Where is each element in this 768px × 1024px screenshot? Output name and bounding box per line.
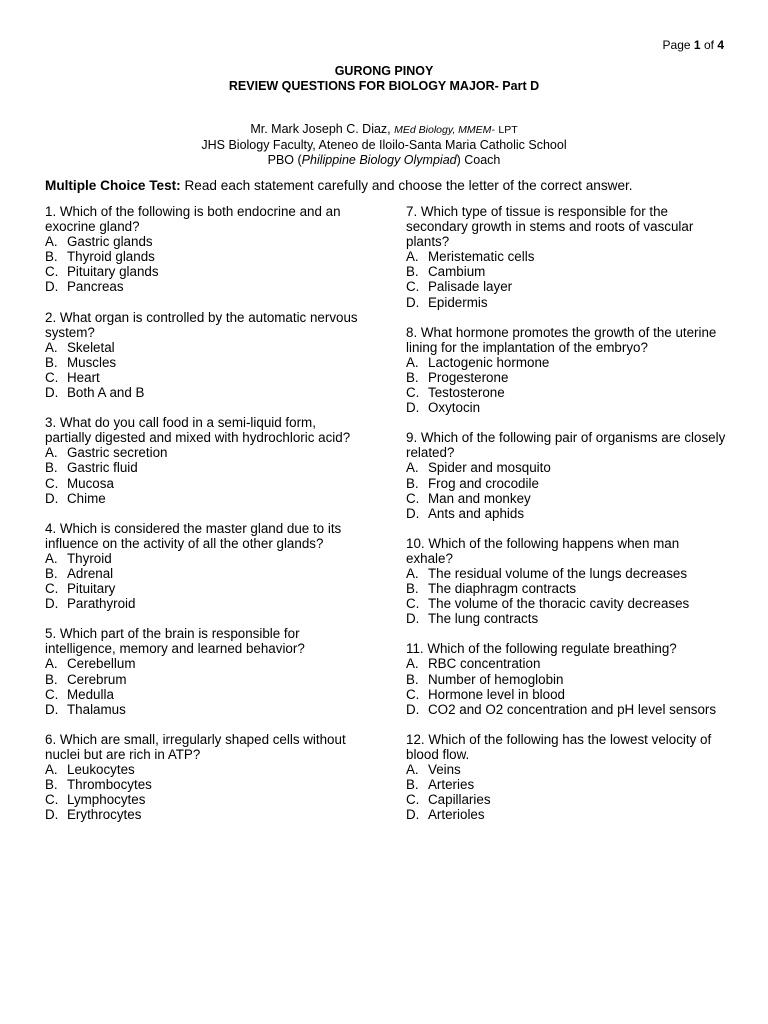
answer-option (406, 777, 726, 792)
option-text: Gastric fluid (67, 460, 138, 476)
answer-options (45, 234, 365, 294)
question-item (406, 204, 726, 310)
document-title (0, 64, 768, 94)
option-text: Mucosa (67, 475, 114, 491)
answer-option (406, 295, 726, 310)
answer-option (45, 279, 365, 294)
answer-option (45, 581, 365, 596)
question-stem: 8. What hormone promotes the growth of the uterine lining for the implantation of the embryo? (406, 324, 717, 355)
answer-option (406, 385, 726, 400)
option-text: Progesterone (428, 369, 509, 385)
question-item (406, 430, 726, 521)
option-letter: C. (45, 686, 59, 702)
option-letter: A. (406, 656, 419, 672)
option-letter: C. (45, 581, 59, 597)
author-lpt: LPT (498, 124, 518, 136)
question-item (45, 415, 365, 506)
title-line-2: REVIEW QUESTIONS FOR BIOLOGY MAJOR- Part D (228, 79, 540, 93)
question-stem: 1. Which of the following is both endocrine and an exocrine gland? (45, 204, 341, 235)
answer-option (45, 672, 365, 687)
instructions (45, 178, 735, 193)
answer-options (406, 460, 726, 520)
author-block (0, 122, 768, 168)
answer-option (45, 370, 365, 385)
option-letter: B. (45, 460, 58, 476)
answer-option (406, 687, 726, 702)
question-stem: 10. Which of the following happens when man exhale? (406, 535, 680, 566)
question-stem: 6. Which are small, irregularly shaped cells without nuclei but are rich in ATP? (45, 731, 346, 762)
answer-option (45, 460, 365, 475)
option-text: Thyroid glands (67, 249, 155, 265)
question-item (45, 204, 365, 295)
option-letter: B. (406, 475, 419, 491)
option-text: Heart (67, 369, 100, 385)
option-text: Gastric secretion (67, 445, 168, 461)
pbo-prefix: PBO ( (267, 153, 302, 167)
answer-options (45, 656, 365, 716)
option-letter: D. (406, 400, 420, 416)
option-text: Cerebellum (67, 656, 136, 672)
option-letter: B. (45, 354, 58, 370)
answer-option (406, 596, 726, 611)
option-text: RBC concentration (428, 656, 541, 672)
option-letter: D. (45, 807, 59, 823)
answer-option (45, 762, 365, 777)
author-line (0, 122, 768, 138)
option-letter: B. (45, 249, 58, 265)
answer-options (45, 551, 365, 611)
answer-option (406, 460, 726, 475)
option-letter: A. (45, 656, 58, 672)
option-text: Erythrocytes (67, 807, 142, 823)
answer-option (406, 566, 726, 581)
option-letter: C. (406, 596, 420, 612)
answer-options (406, 762, 726, 822)
question-item (45, 310, 365, 401)
option-text: Gastric glands (67, 234, 153, 250)
answer-option (406, 249, 726, 264)
option-text: Skeletal (67, 339, 115, 355)
answer-option (45, 687, 365, 702)
option-text: Meristematic cells (428, 249, 535, 265)
option-letter: A. (45, 445, 58, 461)
author-faculty: JHS Biology Faculty, Ateneo de Iloilo-Santa Maria Catholic School (201, 138, 567, 152)
option-letter: A. (45, 550, 58, 566)
option-text: Epidermis (428, 294, 488, 310)
answer-option (406, 264, 726, 279)
question-item (45, 521, 365, 612)
answer-option (45, 596, 365, 611)
question-stem: 7. Which type of tissue is responsible for the secondary growth in stems and roots of vascular plants? (406, 204, 694, 250)
option-letter: D. (45, 385, 59, 401)
answer-option (406, 656, 726, 671)
option-letter: C. (45, 369, 59, 385)
option-letter: B. (45, 565, 58, 581)
answer-option (45, 385, 365, 400)
option-letter: D. (45, 490, 59, 506)
question-item (406, 536, 726, 627)
option-letter: A. (45, 234, 58, 250)
option-letter: C. (406, 279, 420, 295)
question-stem: 3. What do you call food in a semi-liquid form, partially digested and mixed with hydrochloric acid? (45, 415, 351, 446)
question-stem: 11. Which of the following regulate breathing? (406, 641, 677, 657)
option-letter: D. (406, 505, 420, 521)
option-letter: B. (406, 671, 419, 687)
answer-option (45, 234, 365, 249)
option-letter: B. (45, 777, 58, 793)
option-text: Arterioles (428, 807, 485, 823)
answer-option (406, 792, 726, 807)
answer-option (45, 491, 365, 506)
answer-options (45, 762, 365, 822)
option-letter: B. (45, 671, 58, 687)
answer-options (406, 355, 726, 415)
answer-options (406, 566, 726, 626)
question-item (45, 626, 365, 717)
answer-option (45, 355, 365, 370)
option-text: Pituitary glands (67, 264, 159, 280)
question-stem: 5. Which part of the brain is responsible for intelligence, memory and learned behavior? (45, 626, 305, 657)
option-letter: D. (406, 807, 420, 823)
option-text: The residual volume of the lungs decreases (428, 565, 688, 581)
option-letter: B. (406, 777, 419, 793)
option-letter: A. (406, 762, 419, 777)
option-text: Muscles (67, 354, 117, 370)
pbo-suffix: ) Coach (456, 153, 501, 167)
pbo-name: Philippine Biology Olympiad (301, 153, 457, 167)
answer-option (45, 264, 365, 279)
answer-option (45, 551, 365, 566)
question-item (406, 325, 726, 416)
option-text: Hormone level in blood (428, 686, 565, 702)
option-text: Leukocytes (67, 762, 135, 777)
option-text: Palisade layer (428, 279, 513, 295)
option-letter: C. (45, 792, 59, 808)
instructions-text: Read each statement carefully and choose the letter of the correct answer. (180, 178, 633, 193)
option-text: Thrombocytes (67, 777, 152, 793)
option-text: Chime (67, 490, 106, 506)
author-degrees: MEd Biology, MMEM- (394, 124, 495, 136)
question-stem: 12. Which of the following has the lowest velocity of blood flow. (406, 731, 712, 762)
option-text: Spider and mosquito (428, 460, 551, 476)
option-text: Frog and crocodile (428, 475, 539, 491)
answer-option (45, 340, 365, 355)
option-text: Capillaries (428, 792, 491, 808)
option-letter: A. (406, 460, 419, 476)
option-text: Ants and aphids (428, 505, 525, 521)
option-letter: A. (406, 354, 419, 370)
questions-left-column (45, 204, 365, 837)
option-letter: C. (406, 490, 420, 506)
question-stem: 9. Which of the following pair of organisms are closely related? (406, 430, 726, 461)
option-text: Cerebrum (67, 671, 127, 687)
answer-option (45, 656, 365, 671)
answer-option (45, 807, 365, 822)
author-pbo (0, 153, 768, 168)
option-letter: A. (45, 762, 58, 777)
option-text: The diaphragm contracts (428, 581, 577, 597)
question-item (406, 641, 726, 716)
question-stem: 4. Which is considered the master gland due to its influence on the activity of all the other glands? (45, 520, 342, 551)
page-total: 4 (717, 38, 724, 52)
option-letter: B. (406, 369, 419, 385)
option-letter: D. (45, 596, 59, 612)
question-item (45, 732, 365, 823)
question-item (406, 732, 726, 823)
option-letter: A. (45, 339, 58, 355)
option-letter: D. (406, 611, 420, 627)
answer-option (406, 370, 726, 385)
option-text: Thalamus (67, 701, 126, 717)
option-letter: C. (406, 385, 420, 401)
option-letter: C. (406, 792, 420, 808)
answer-option (406, 476, 726, 491)
option-text: Man and monkey (428, 490, 531, 506)
answer-options (45, 445, 365, 505)
page-of: of (703, 38, 714, 52)
answer-option (406, 762, 726, 777)
option-text: Pituitary (67, 581, 116, 597)
page-label: Page (662, 38, 691, 52)
answer-option (406, 611, 726, 626)
option-letter: B. (406, 264, 419, 280)
answer-option (45, 445, 365, 460)
option-text: Cambium (428, 264, 486, 280)
author-name: Mr. Mark Joseph C. Diaz, (250, 122, 391, 136)
option-letter: D. (45, 701, 59, 717)
option-text: Medulla (67, 686, 114, 702)
option-text: Lactogenic hormone (428, 354, 550, 370)
answer-option (45, 249, 365, 264)
option-text: CO2 and O2 concentration and pH level sensors (428, 701, 717, 717)
option-text: Both A and B (67, 385, 145, 401)
answer-option (45, 566, 365, 581)
option-text: The lung contracts (428, 611, 539, 627)
option-text: Arteries (428, 777, 475, 793)
answer-option (406, 702, 726, 717)
question-stem: 2. What organ is controlled by the automatic nervous system? (45, 309, 358, 340)
option-text: Thyroid (67, 550, 112, 566)
questions-right-column (406, 204, 726, 837)
answer-option (406, 355, 726, 370)
option-text: Pancreas (67, 279, 124, 295)
instructions-label: Multiple Choice Test: (45, 178, 181, 193)
answer-option (406, 279, 726, 294)
option-text: The volume of the thoracic cavity decreases (428, 596, 690, 612)
page-number (663, 38, 724, 53)
option-letter: C. (45, 264, 59, 280)
answer-option (45, 777, 365, 792)
answer-option (45, 476, 365, 491)
option-letter: D. (406, 294, 420, 310)
option-text: Testosterone (428, 385, 505, 401)
option-letter: A. (406, 565, 419, 581)
title-line-1: GURONG PINOY (334, 64, 434, 78)
answer-option (406, 672, 726, 687)
option-text: Parathyroid (67, 596, 136, 612)
option-letter: B. (406, 581, 419, 597)
option-text: Number of hemoglobin (428, 671, 564, 687)
answer-option (406, 506, 726, 521)
option-text: Oxytocin (428, 400, 481, 416)
option-letter: A. (406, 249, 419, 265)
answer-option (406, 400, 726, 415)
option-text: Lymphocytes (67, 792, 146, 808)
answer-options (406, 249, 726, 309)
answer-option (406, 491, 726, 506)
option-text: Adrenal (67, 565, 114, 581)
answer-option (406, 807, 726, 822)
answer-options (406, 656, 726, 716)
option-letter: D. (406, 701, 420, 717)
answer-option (406, 581, 726, 596)
page-current: 1 (693, 38, 701, 52)
option-text: Veins (428, 762, 461, 777)
option-letter: C. (406, 686, 420, 702)
answer-options (45, 340, 365, 400)
answer-option (45, 792, 365, 807)
option-letter: C. (45, 475, 59, 491)
option-letter: D. (45, 279, 59, 295)
answer-option (45, 702, 365, 717)
